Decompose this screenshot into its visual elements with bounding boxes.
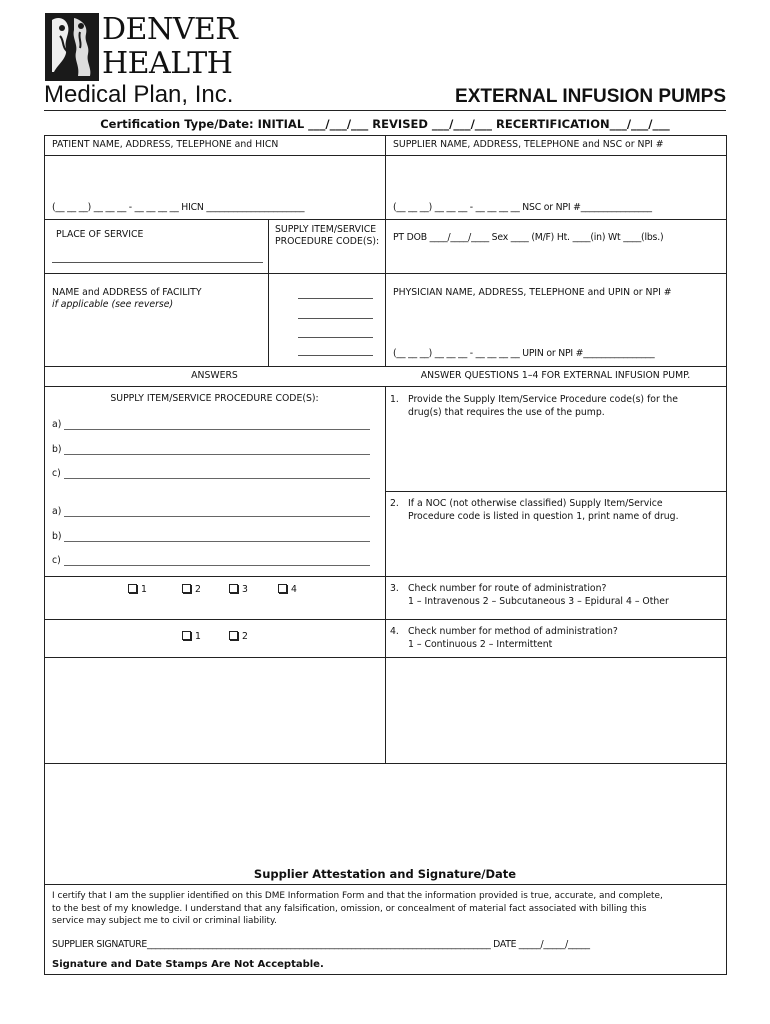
- supply-code-field-1[interactable]: [298, 298, 373, 299]
- attestation-body: [52, 890, 722, 928]
- route-option-2[interactable]: 2: [182, 584, 201, 597]
- certification-line[interactable]: Certification Type/Date: INITIAL ___/___/___ REVISED ___/___/___ RECERTIFICATION___/___/___: [100, 117, 670, 131]
- place-of-service-field[interactable]: [52, 262, 263, 263]
- rule-answers-header: [44, 366, 726, 367]
- physician-header: PHYSICIAN NAME, ADDRESS, TELEPHONE and UPIN or NPI #: [393, 287, 672, 298]
- place-of-service-label: PLACE OF SERVICE: [56, 229, 144, 240]
- checkbox-icon: [128, 584, 137, 593]
- rule-attestation: [44, 884, 726, 885]
- checkbox-icon: [182, 631, 191, 640]
- logo-text-denver: DENVER: [102, 12, 238, 47]
- facility-label: NAME and ADDRESS of FACILITY: [52, 287, 202, 298]
- vrule-answers: [385, 386, 386, 763]
- answer-line-2a[interactable]: a): [52, 506, 61, 518]
- supply-item-label-2: PROCEDURE CODE(S):: [275, 236, 380, 247]
- checkbox-icon: [229, 631, 238, 640]
- answers-header: ANSWERS: [191, 370, 238, 381]
- attestation-body-line-3: service may subject me to civil or criminal liability.: [52, 916, 277, 926]
- answer-line-2b[interactable]: b): [52, 531, 62, 543]
- route-option-4[interactable]: 4: [278, 584, 297, 597]
- answer-line-1c[interactable]: c): [52, 468, 61, 480]
- vrule-main: [385, 135, 386, 366]
- supplier-signature-field[interactable]: SUPPLIER SIGNATURE_______________________________________________________________________________ DATE _____/_____/_____: [52, 939, 590, 950]
- logo-emblem-icon: [44, 12, 100, 82]
- logo: [44, 12, 238, 112]
- method-option-2[interactable]: 2: [229, 631, 248, 644]
- attestation-title: Supplier Attestation and Signature/Date: [253, 867, 517, 881]
- supply-code-field-4[interactable]: [298, 355, 373, 356]
- supplier-header: SUPPLIER NAME, ADDRESS, TELEPHONE and NSC or NPI #: [393, 139, 664, 150]
- checkbox-icon: [182, 584, 191, 593]
- title-rule: [44, 110, 726, 111]
- answers-codes-label: SUPPLY ITEM/SERVICE PROCEDURE CODE(S):: [110, 393, 319, 404]
- patient-header: PATIENT NAME, ADDRESS, TELEPHONE and HICN: [52, 139, 279, 150]
- attestation-body-line-1: I certify that I am the supplier identified on this DME Information Form and that the information provided is true, accurate, and complete,: [52, 891, 663, 901]
- rule-blank-area: [44, 763, 726, 764]
- checkbox-icon: [278, 584, 287, 593]
- attestation-body-line-2: to the best of my knowledge. I understand that any falsification, omission, or concealment of material fact associated with billing this: [52, 903, 647, 914]
- answer-line-1a[interactable]: a): [52, 419, 61, 431]
- route-option-1[interactable]: 1: [128, 584, 147, 597]
- rule-q2: [385, 491, 726, 492]
- vrule-supply: [268, 219, 269, 366]
- answer-line-1b[interactable]: b): [52, 444, 62, 456]
- answer-line-2c[interactable]: c): [52, 555, 61, 567]
- method-option-1[interactable]: 1: [182, 631, 201, 644]
- route-option-3[interactable]: 3: [229, 584, 248, 597]
- supply-code-field-2[interactable]: [298, 318, 373, 319]
- logo-text-health: HEALTH: [102, 46, 233, 81]
- patient-dob-sex-ht-wt[interactable]: PT DOB ____/____/____ Sex ____ (M/F) Ht. ____(in) Wt ____(lbs.): [393, 232, 664, 243]
- physician-phone-upin[interactable]: (__ __ __) __ __ __ - __ __ __ __ UPIN or NPI #________________: [393, 348, 655, 359]
- signature-stamp-warning: Signature and Date Stamps Are Not Acceptable.: [52, 959, 324, 970]
- patient-phone-hicn[interactable]: (__ __ __) __ __ __ - __ __ __ __ HICN ______________________: [52, 202, 305, 213]
- supply-item-label-1: SUPPLY ITEM/SERVICE: [275, 224, 377, 235]
- supply-code-field-3[interactable]: [298, 337, 373, 338]
- supplier-phone-nsc[interactable]: (__ __ __) __ __ __ - __ __ __ __ NSC or NPI #________________: [393, 202, 652, 213]
- form-title: EXTERNAL INFUSION PUMPS: [455, 86, 726, 107]
- logo-text-medical-plan: Medical Plan, Inc.: [44, 81, 234, 108]
- answer-questions-header: ANSWER QUESTIONS 1–4 FOR EXTERNAL INFUSION PUMP.: [420, 370, 691, 381]
- facility-sublabel: if applicable (see reverse): [52, 299, 174, 310]
- checkbox-icon: [229, 584, 238, 593]
